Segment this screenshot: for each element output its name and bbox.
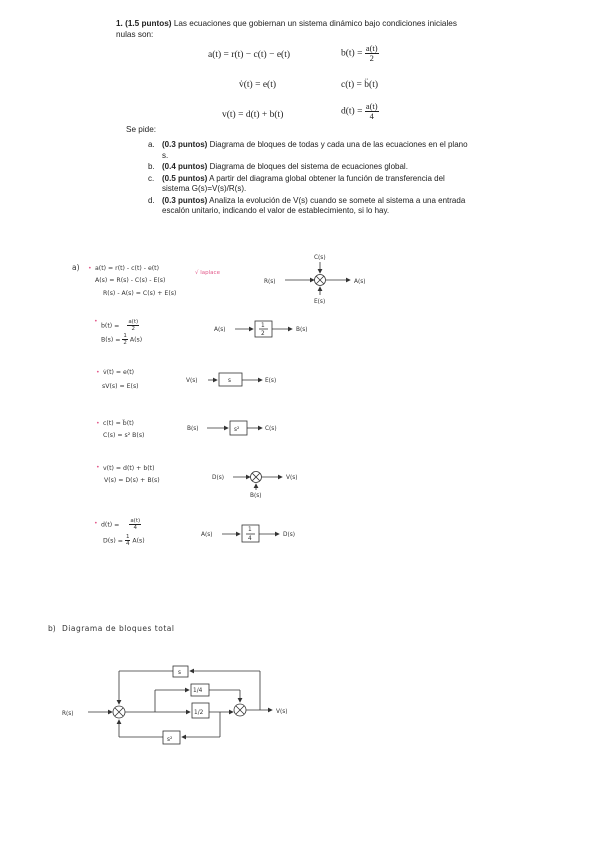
diagram-1-summing — [285, 262, 350, 295]
d6-block-den: 4 — [248, 536, 252, 542]
bullet-icon: • — [96, 369, 100, 376]
total-diagram — [88, 666, 272, 744]
total-block-s2: s² — [167, 737, 173, 743]
part-a-label: a) — [72, 263, 80, 272]
total-output-label: V(s) — [276, 709, 288, 715]
d2-input-label: A(s) — [214, 327, 226, 333]
se-pide-label: Se pide: — [126, 125, 157, 134]
question-intro: Las ecuaciones que gobiernan un sistema dinámico bajo condiciones iniciales nulas son: — [116, 19, 457, 39]
hw-s5-line2: V(s) = D(s) + B(s) — [104, 477, 160, 484]
d3-output-label: E(s) — [265, 378, 277, 384]
total-input-label: R(s) — [62, 711, 74, 717]
bullet-icon: • — [96, 420, 100, 427]
d6-output-label: D(s) — [283, 532, 296, 538]
bullet-icon: • — [94, 520, 98, 527]
total-block-quarter: 1/4 — [193, 688, 203, 694]
hw-s2-line2: B(s) = $\frac{1}{2}$ A(s) — [101, 333, 143, 346]
equation-v: v(t) = d(t) + b(t) — [222, 110, 284, 120]
equation-a: a(t) = r(t) − c(t) − e(t) — [208, 50, 291, 60]
hw-s4-line1: c(t) = b̈(t) — [103, 420, 134, 427]
bullet-icon: • — [88, 265, 92, 272]
hw-s3-line1: v̇(t) = e(t) — [103, 369, 135, 376]
d2-block-num: 1 — [261, 323, 265, 329]
hw-s1-line1: a(t) = r(t) - c(t) - e(t) — [95, 265, 160, 272]
d3-block: s — [228, 378, 232, 384]
d1-output-label: A(s) — [354, 279, 366, 285]
total-block-s: s — [178, 670, 182, 676]
diagram-5-summing — [233, 472, 282, 491]
bullet-icon: • — [96, 464, 100, 471]
d4-input-label: B(s) — [187, 426, 199, 432]
task-item-a: a. (0.3 puntos) Diagrama de bloques de todas y cada una de las ecuaciones en el plano s. — [148, 140, 468, 160]
equation-c: c(t) = b̈(t) — [341, 80, 379, 90]
hw-s5-line1: v(t) = d(t) + b(t) — [103, 465, 155, 472]
diagram-3-derivative — [208, 373, 262, 386]
laplace-note: √ laplace — [195, 270, 220, 276]
d5-bottom-label: B(s) — [250, 493, 262, 499]
equation-b: b(t) = $\frac{a(t)}{2}$ — [341, 43, 378, 63]
task-item-b: b. (0.4 puntos) Diagrama de bloques del sistema de ecuaciones global. — [148, 162, 408, 171]
d1-top-label: C(s) — [314, 255, 326, 261]
part-b-label: b) — [48, 624, 56, 633]
hw-s1-line2: A(s) = R(s) - C(s) - E(s) — [95, 277, 166, 284]
hw-s3-line2: sV(s) = E(s) — [102, 383, 139, 390]
d5-input-label: D(s) — [212, 475, 225, 481]
total-block-half: 1/2 — [194, 710, 204, 716]
d2-block-den: 2 — [261, 331, 265, 337]
question-points: (1.5 puntos) — [125, 19, 172, 28]
hw-s4-line2: C(s) = s² B(s) — [103, 432, 145, 439]
d4-block: s² — [234, 427, 240, 433]
task-item-c: c. (0.5 puntos) A partir del diagrama global obtener la función de transferencia del sistema G(s)=V(s)/R(s). — [148, 173, 445, 193]
d1-bottom-label: E(s) — [314, 299, 326, 305]
d2-output-label: B(s) — [296, 327, 308, 333]
d3-input-label: V(s) — [186, 378, 198, 384]
hw-s6-line2: D(s) = $\frac{1}{4}$ A(s) — [103, 534, 145, 547]
bullet-icon: • — [94, 318, 98, 325]
d4-output-label: C(s) — [265, 426, 277, 432]
hw-s6-line1: d(t) = $\frac{a(t)}{4}$ — [101, 518, 141, 531]
hw-s1-line3: R(s) - A(s) = C(s) + E(s) — [103, 290, 177, 297]
hw-s2-line1: b(t) = $\frac{a(t)}{2}$ — [101, 319, 139, 332]
d5-output-label: V(s) — [286, 475, 298, 481]
equation-v-dot: v̇(t) = e(t) — [239, 80, 277, 90]
part-b-title: Diagrama de bloques total — [62, 624, 175, 633]
equation-d: d(t) = $\frac{a(t)}{4}$ — [341, 101, 378, 121]
question-number: 1. — [116, 19, 123, 28]
d1-input-label: R(s) — [264, 279, 276, 285]
task-item-d: d. (0.3 puntos) Analiza la evolución de V(s) cuando se somete al sistema a una entrada escalón unitario, indicando el valor de establecimiento, si lo hay. — [148, 195, 466, 215]
d6-input-label: A(s) — [201, 532, 213, 538]
d6-block-num: 1 — [248, 527, 252, 533]
